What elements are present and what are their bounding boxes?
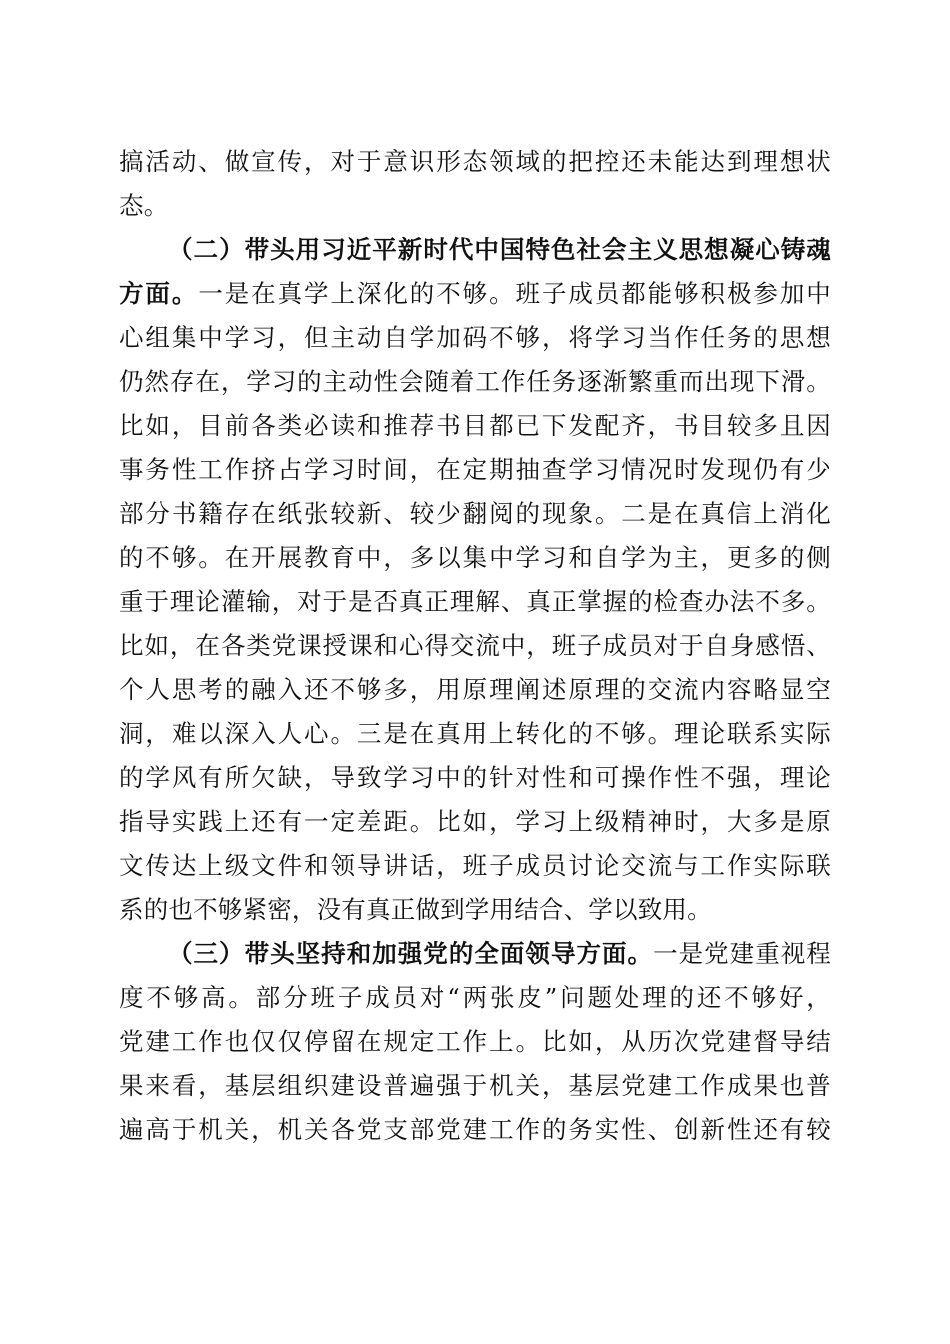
section-heading: （二）带头用习近平新时代中国特色社会主义思想凝心铸魂 xyxy=(168,235,831,264)
document-body xyxy=(119,140,831,1152)
text-line xyxy=(119,712,831,756)
text-line xyxy=(119,844,831,888)
text-line xyxy=(119,580,831,624)
body-text: 度不够高。部分班子成员对“两张皮”问题处理的还不够好， xyxy=(119,983,831,1012)
text-line xyxy=(119,272,831,316)
body-text: 洞，难以深入人心。三是在真用上转化的不够。理论联系实际 xyxy=(119,719,831,748)
body-text: 重于理论灌输，对于是否真正理解、真正掌握的检查办法不多。 xyxy=(119,587,831,616)
body-text: 一是党建重视程 xyxy=(653,939,831,968)
text-line xyxy=(119,888,831,932)
text-line xyxy=(119,1020,831,1064)
text-line xyxy=(119,184,831,228)
body-text: 一是在真学上深化的不够。班子成员都能够积极参加中 xyxy=(198,279,831,308)
body-text: 态。 xyxy=(119,191,169,220)
text-line xyxy=(119,492,831,536)
text-line xyxy=(119,228,831,272)
text-line xyxy=(119,756,831,800)
body-text: 仍然存在，学习的主动性会随着工作任务逐渐繁重而出现下滑。 xyxy=(119,367,831,396)
text-line xyxy=(119,668,831,712)
body-text: 部分书籍存在纸张较新、较少翻阅的现象。二是在真信上消化 xyxy=(119,499,831,528)
body-text: 遍高于机关，机关各党支部党建工作的务实性、创新性还有较 xyxy=(119,1115,831,1144)
body-text: 系的也不够紧密，没有真正做到学用结合、学以致用。 xyxy=(119,895,712,924)
text-line xyxy=(119,1064,831,1108)
text-line xyxy=(119,932,831,976)
body-text: 文传达上级文件和领导讲话，班子成员讨论交流与工作实际联 xyxy=(119,851,831,880)
text-line xyxy=(119,140,831,184)
body-text: 比如，在各类党课授课和心得交流中，班子成员对于自身感悟、 xyxy=(119,631,831,660)
text-line xyxy=(119,448,831,492)
text-line xyxy=(119,404,831,448)
text-line xyxy=(119,316,831,360)
body-text: 的学风有所欠缺，导致学习中的针对性和可操作性不强，理论 xyxy=(119,763,831,792)
body-text: 个人思考的融入还不够多，用原理阐述原理的交流内容略显空 xyxy=(119,675,831,704)
text-line xyxy=(119,624,831,668)
section-heading: （三）带头坚持和加强党的全面领导方面。 xyxy=(168,939,654,968)
body-text: 党建工作也仅仅停留在规定工作上。比如，从历次党建督导结 xyxy=(119,1027,831,1056)
text-line xyxy=(119,360,831,404)
body-text: 果来看，基层组织建设普遍强于机关，基层党建工作成果也普 xyxy=(119,1071,831,1100)
text-line xyxy=(119,800,831,844)
body-text: 搞活动、做宣传，对于意识形态领域的把控还未能达到理想状 xyxy=(119,147,831,176)
section-heading: 方面。 xyxy=(119,279,199,308)
text-line xyxy=(119,536,831,580)
body-text: 心组集中学习，但主动自学加码不够，将学习当作任务的思想 xyxy=(119,323,831,352)
body-text: 指导实践上还有一定差距。比如，学习上级精神时，大多是原 xyxy=(119,807,831,836)
body-text: 比如，目前各类必读和推荐书目都已下发配齐，书目较多且因 xyxy=(119,411,831,440)
body-text: 事务性工作挤占学习时间，在定期抽查学习情况时发现仍有少 xyxy=(119,455,831,484)
body-text: 的不够。在开展教育中，多以集中学习和自学为主，更多的侧 xyxy=(119,543,831,572)
text-line xyxy=(119,976,831,1020)
text-line xyxy=(119,1108,831,1152)
